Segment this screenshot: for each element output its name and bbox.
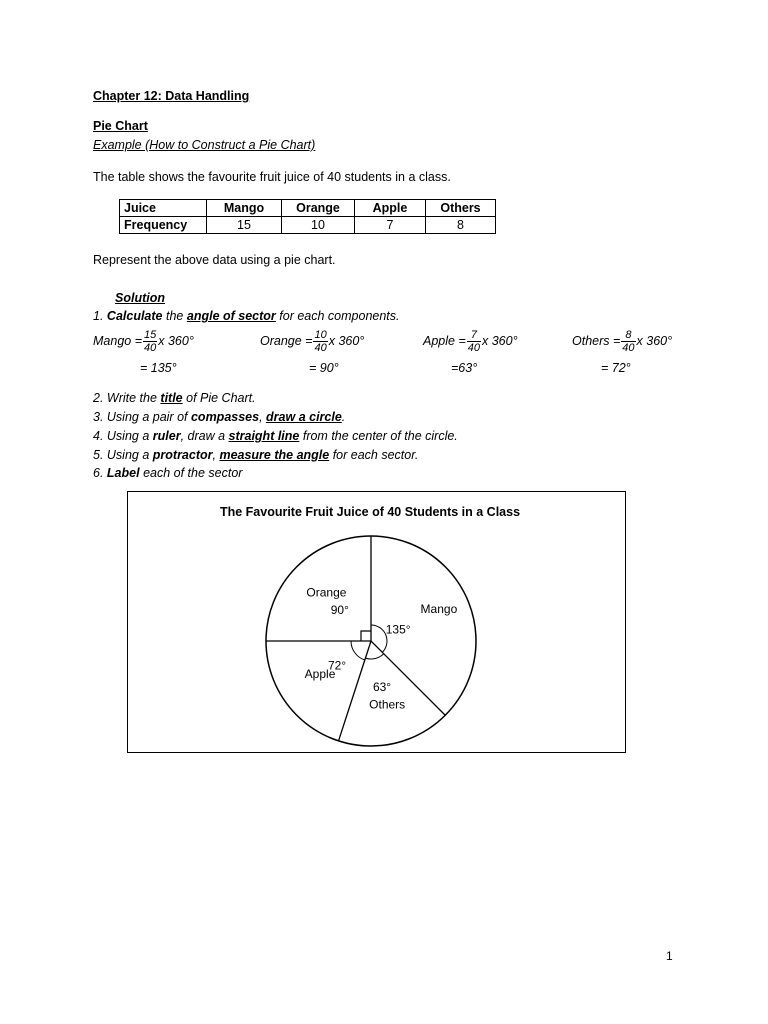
example-subtitle: Example (How to Construct a Pie Chart) bbox=[93, 138, 316, 152]
chart-title: The Favourite Fruit Juice of 40 Students in a Class bbox=[219, 505, 521, 519]
table-cell: 15 bbox=[207, 217, 282, 234]
pie-chart-frame bbox=[127, 491, 626, 753]
intro-text: The table shows the favourite fruit juice of 40 students in a class. bbox=[93, 170, 451, 184]
step-1: 1. Calculate the angle of sector for each components. bbox=[93, 309, 400, 323]
table-header-cell: Frequency bbox=[120, 217, 207, 234]
table-cell: 10 bbox=[282, 217, 355, 234]
table-cell: 8 bbox=[426, 217, 496, 234]
angle-label: 63° bbox=[372, 679, 392, 694]
table-row bbox=[120, 217, 496, 234]
angle-arc bbox=[351, 641, 365, 660]
angle-label: 90° bbox=[330, 602, 349, 617]
fraction: $\frac{8}{40}$ bbox=[622, 329, 635, 354]
solution-label: Solution bbox=[115, 291, 165, 305]
pie-marks bbox=[266, 536, 458, 741]
pie-sector-line bbox=[339, 641, 371, 741]
frequency-table bbox=[119, 199, 496, 234]
pie-chart bbox=[128, 492, 625, 752]
page-number: 1 bbox=[666, 949, 673, 963]
chapter-title: Chapter 12: Data Handling bbox=[93, 89, 250, 103]
fraction: $\frac{7}{40}$ bbox=[467, 329, 480, 354]
fraction: $\frac{15}{40}$ bbox=[144, 329, 157, 354]
table-cell: 7 bbox=[355, 217, 426, 234]
result-mango: = 135° bbox=[140, 361, 177, 375]
slice-label: Orange bbox=[306, 585, 347, 600]
table-header-cell: Apple bbox=[355, 200, 426, 217]
table-header-cell: Juice bbox=[120, 200, 207, 217]
slice-label: Others bbox=[369, 697, 406, 712]
right-angle-marker bbox=[361, 631, 371, 641]
calc-others: Others = $\frac{8}{40}$ x 360° bbox=[572, 329, 673, 354]
calc-apple: Apple = $\frac{7}{40}$ x 360° bbox=[423, 329, 518, 354]
step-3: 3. Using a pair of compasses, draw a circle. bbox=[93, 410, 346, 424]
fraction: $\frac{10}{40}$ bbox=[314, 329, 327, 354]
angle-label: 72° bbox=[327, 658, 347, 673]
task-text: Represent the above data using a pie chart. bbox=[93, 253, 336, 267]
slice-label: Apple bbox=[304, 667, 336, 682]
calc-mango: Mango = $\frac{15}{40}$ x 360° bbox=[93, 329, 194, 354]
section-title: Pie Chart bbox=[93, 119, 148, 133]
table-header-cell: Mango bbox=[207, 200, 282, 217]
result-others: = 72° bbox=[601, 361, 631, 375]
step-2: 2. Write the title of Pie Chart. bbox=[93, 391, 256, 405]
calc-orange: Orange = $\frac{10}{40}$ x 360° bbox=[260, 329, 365, 354]
slice-label: Mango bbox=[420, 601, 458, 616]
angle-arc bbox=[365, 654, 383, 659]
angle-label: 135° bbox=[385, 622, 411, 637]
step-6: 6. Label each of the sector bbox=[93, 466, 243, 480]
step-4: 4. Using a ruler, draw a straight line from the center of the circle. bbox=[93, 429, 458, 443]
table-header-cell: Others bbox=[426, 200, 496, 217]
table-header-cell: Orange bbox=[282, 200, 355, 217]
table-row bbox=[120, 200, 496, 217]
result-orange: = 90° bbox=[309, 361, 339, 375]
result-apple: =63° bbox=[451, 361, 478, 375]
step-5: 5. Using a protractor, measure the angle for each sector. bbox=[93, 448, 419, 462]
